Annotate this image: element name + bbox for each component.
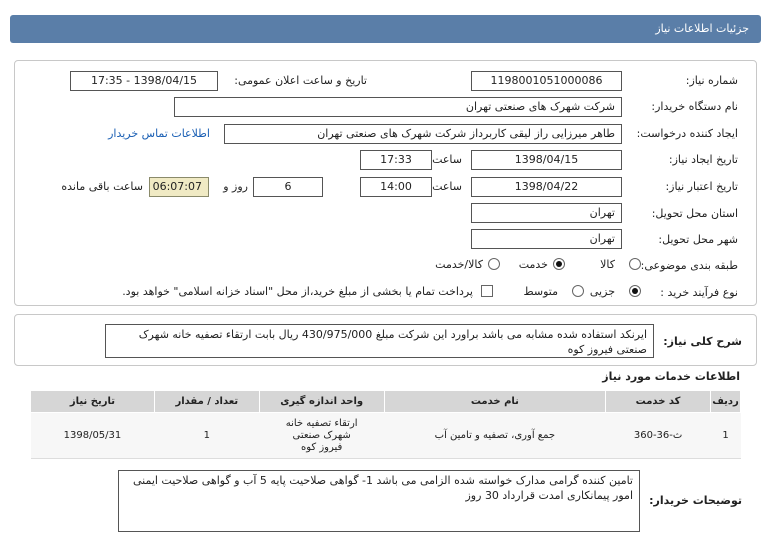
category-option-service: خدمت [518, 258, 548, 271]
col-date: تاریخ نیاز [31, 391, 155, 413]
summary-text: ایرنکد استفاده شده مشابه می باشد براورد این شرکت مبلغ 430/975/000 ریال بابت ارتقاء تصفیه خانه شهرک صنعتی فیروز کوه [105, 324, 654, 358]
process-option-minor: جزیی [589, 285, 615, 298]
category-option-goods: کالا [600, 258, 615, 271]
table-row [31, 413, 741, 459]
summary-label: شرح کلی نیاز: [663, 335, 742, 348]
cell-qty: 1 [154, 413, 259, 459]
col-unit: واحد اندازه گیری [259, 391, 384, 413]
province-field: تهران [471, 203, 622, 223]
process-option-medium: متوسط [523, 285, 558, 298]
days-field: 6 [253, 177, 323, 197]
city-field: تهران [471, 229, 622, 249]
services-table-header [31, 391, 741, 413]
created-time-label: ساعت [432, 153, 462, 166]
announce-field: 1398/04/15 - 17:35 [70, 71, 218, 91]
validity-date-label: تاریخ اعتبار نیاز: [665, 180, 738, 193]
services-table [30, 390, 741, 459]
col-row: ردیف [711, 391, 741, 413]
validity-time-label: ساعت [432, 180, 462, 193]
services-title: اطلاعات خدمات مورد نیاز [602, 370, 740, 383]
creator-label: ایجاد کننده درخواست: [636, 127, 738, 140]
contact-buyer-link[interactable]: اطلاعات تماس خریدار [108, 127, 210, 140]
col-qty: تعداد / مقدار [154, 391, 259, 413]
cell-unit: ارتقاء تصفیه خانه شهرک صنعتی فیروز کوه [259, 413, 384, 459]
buyer-notes-text: تامین کننده گرامی مدارک خواسته شده الزامی می باشد 1- گواهی صلاحیت پایه 5 آب و گواهی صلاحیت ایمنی امور پیمانکاری امدت قرارداد 30 روز [118, 470, 640, 532]
col-name: نام خدمت [384, 391, 606, 413]
page-title: جزئیات اطلاعات نیاز [655, 22, 749, 35]
treasury-payment-checkbox[interactable] [481, 285, 493, 297]
announce-label: تاریخ و ساعت اعلان عمومی: [234, 74, 367, 87]
category-option-goods-service: کالا/خدمت [435, 258, 483, 271]
buyer-notes-label: توضیحات خریدار: [649, 494, 742, 507]
creator-field: طاهر میرزایی راز لیقی کاربرداز شرکت شهرک های صنعتی تهران [224, 124, 622, 144]
payment-note: پرداخت تمام یا بخشی از مبلغ خرید،از محل "اسناد خزانه اسلامی" خواهد بود. [122, 285, 473, 298]
validity-time-field: 14:00 [360, 177, 432, 197]
category-radio-goods-service[interactable] [488, 258, 500, 270]
buyer-label: نام دستگاه خریدار: [651, 100, 738, 113]
buyer-field: شرکت شهرک های صنعتی تهران [174, 97, 622, 117]
cell-code: ث-36-360 [606, 413, 711, 459]
category-radio-service[interactable] [553, 258, 565, 270]
need-number-label: شماره نیاز: [685, 74, 738, 87]
cell-name: جمع آوری، تصفیه و تامین آب [384, 413, 606, 459]
validity-date-field: 1398/04/22 [471, 177, 622, 197]
days-and-label: روز و [223, 180, 248, 193]
province-label: استان محل تحویل: [651, 207, 738, 220]
remaining-time-field: 06:07:07 [149, 177, 209, 197]
process-radio-minor[interactable] [629, 285, 641, 297]
process-radio-medium[interactable] [572, 285, 584, 297]
process-label: نوع فرآیند خرید : [660, 286, 738, 299]
city-label: شهر محل تحویل: [658, 233, 738, 246]
cell-date: 1398/05/31 [31, 413, 155, 459]
need-number-field: 1198001051000086 [471, 71, 622, 91]
created-date-field: 1398/04/15 [471, 150, 622, 170]
page-header [10, 15, 761, 43]
col-code: کد خدمت [606, 391, 711, 413]
category-radio-goods[interactable] [629, 258, 641, 270]
cell-row: 1 [711, 413, 741, 459]
category-label: طبقه بندی موضوعی: [640, 259, 738, 272]
remaining-label: ساعت باقی مانده [61, 180, 143, 193]
created-date-label: تاریخ ایجاد نیاز: [668, 153, 738, 166]
created-time-field: 17:33 [360, 150, 432, 170]
